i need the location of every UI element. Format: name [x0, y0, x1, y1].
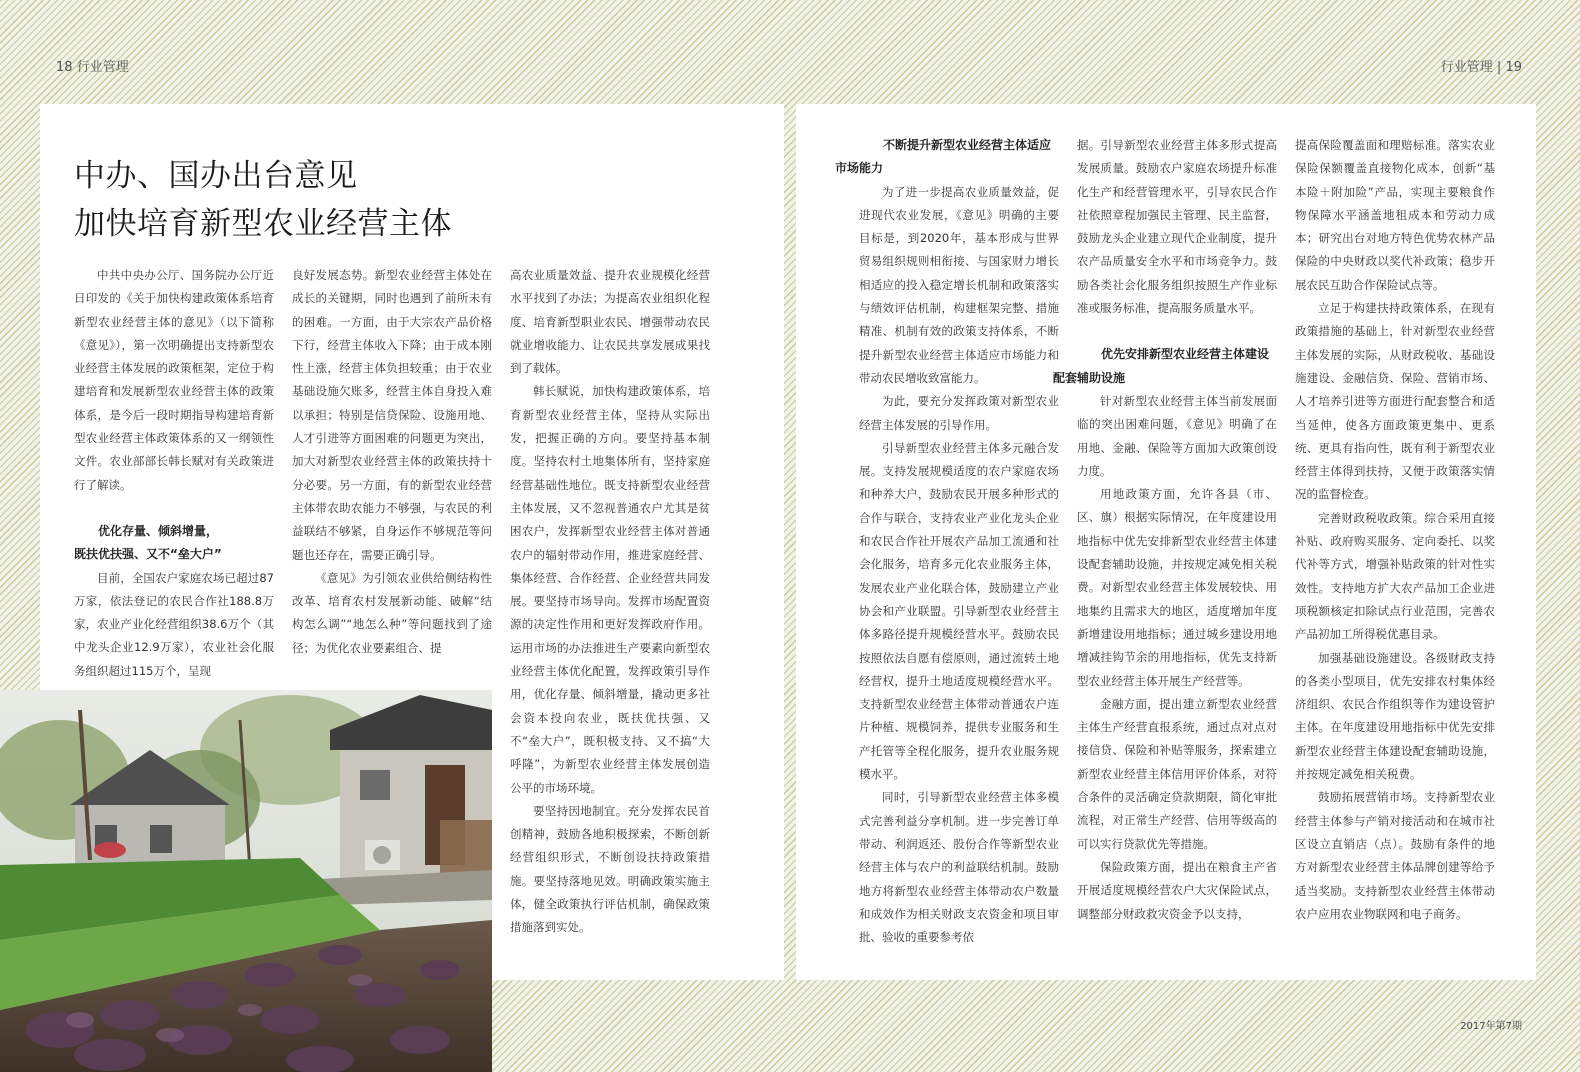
left-section-name: 行业管理	[76, 60, 129, 75]
paragraph: 鼓励拓展营销市场。支持新型农业经营主体参与产销对接活动和在城市社区设立直销店（点）。鼓励有条件的地方对新型农业经营主体品牌创建等给予适当奖励。支持新型农业经营主体带动农户应用农业物联网和电子商务。	[1295, 790, 1495, 921]
right-page-number: 19	[1505, 60, 1522, 75]
issue-footer: 2017年第7期	[1460, 1021, 1522, 1032]
text-column-5	[1053, 134, 1277, 926]
paragraph: 《意见》为引领农业供给侧结构性改革、培育农村发展新动能、破解“结构怎么调”“地怎么种”等问题找到了途径；为优化农业要素组合、提	[292, 570, 492, 655]
paragraph: 同时，引导新型农业经营主体多模式完善利益分享机制。进一步完善订单带动、利润返还、股份合作等新型农业经营主体与农户的利益联结机制。鼓励地方将新型农业经营主体带动农户数量和成效作为相关财政支农资金和项目审批、验收的重要参考依	[859, 790, 1059, 945]
running-header-right	[1441, 60, 1522, 76]
paragraph: 完善财政税收政策。综合采用直接补贴、政府购买服务、定向委托、以奖代补等方式，增强补贴政策的针对性实效性。支持地方扩大农产品加工企业进项税额核定扣除试点行业范围，完善农产品初加工所得税优惠目录。	[1295, 510, 1495, 642]
paragraph: 要坚持因地制宜。充分发挥农民首创精神，鼓励各地积极探索，不断创新经营组织形式，不断创设扶持政策措施。要坚持落地见效。明确政策实施主体，健全政策执行评估机制，确保政策措施落到实处。	[510, 803, 710, 935]
paragraph: 加强基础设施建设。各级财政支持的各类小型项目，优先安排农村集体经济组织、农民合作组织等作为建设管护主体。在年度建设用地指标中优先安排新型农业经营主体建设配套辅助设施，并按规定减免相关税费。	[1295, 650, 1495, 782]
paragraph: 提高保险覆盖面和理赔标准。落实农业保险保额覆盖直接物化成本，创新“基本险＋附加险”产品，实现主要粮食作物保障水平涵盖地租成本和劳动力成本；研究出台对地方特色优势农林产品保险的中央财政以奖代补政策；稳步开展农民互助合作保险试点等。	[1295, 138, 1495, 292]
paragraph: 保险政策方面，提出在粮食主产省开展适度规模经营农户大灾保险试点，调整部分财政救灾资金予以支持，	[1077, 859, 1277, 921]
paragraph: 立足于构建扶持政策体系，在现有政策措施的基础上，针对新型农业经营主体发展的实际，从财政税收、基础设施建设、金融信贷、保险、营销市场、人才培养引进等方面进行配套整合和适当延伸，使各方面政策更集中、更系统、更具有指向性，既有利于新型农业经营主体得到扶持，又便于政策落实情况的监督检查。	[1295, 301, 1495, 502]
paragraph: 中共中央办公厅、国务院办公厅近日印发的《关于加快构建政策体系培育新型农业经营主体的意见》（以下简称《意见》），第一次明确提出支持新型农业经营主体发展的政策框架，定位于构建培育和发展新型农业经营主体的政策体系，是今后一段时期指导构建培育新型农业经营主体政策体系的又一纲领性文件。农业部部长韩长赋对有关政策进行了解读。	[74, 268, 274, 492]
title-line-2: 加快培育新型农业经营主体	[74, 206, 452, 242]
paragraph: 用地政策方面，允许各县（市、区、旗）根据实际情况，在年度建设用地指标中优先安排新型农业经营主体建设配套辅助设施，并按规定减免相关税费。对新型农业经营主体发展较快、用地集约且需求大的地区，适度增加年度新增建设用地指标；通过城乡建设用地增减挂钩节余的用地指标，优先支持新型农业经营主体开展生产经营等。	[1077, 487, 1277, 688]
heading-line: 既扶优扶强、又不“垒大户”	[74, 547, 222, 562]
text-column-3	[510, 264, 710, 940]
section-heading	[1053, 343, 1277, 390]
heading-line: 市场能力	[835, 161, 884, 176]
right-section-name: 行业管理	[1440, 60, 1493, 75]
paragraph: 据。引导新型农业经营主体多形式提高发展质量。鼓励农户家庭农场提升标准化生产和经营管理水平，引导农民合作社依照章程加强民主管理、民主监督，鼓励龙头企业建立现代企业制度，提升农产品质量安全水平和市场竞争力。鼓励各类社会化服务组织按照生产作业标准或服务标准，提高服务质量水平。	[1077, 138, 1277, 316]
photo-illustration	[0, 690, 492, 1072]
article-title	[74, 152, 452, 248]
paragraph: 韩长赋说，加快构建政策体系，培育新型农业经营主体，坚持从实际出发，把握正确的方向。要坚持基本制度。坚持农村土地集体所有，坚持家庭经营基础性地位。既支持新型农业经营主体发展，又不忽视普通农户尤其是贫困农户，发挥新型农业经营主体对普通农户的辐射带动作用，推进家庭经营、集体经营、合作经营、企业经营共同发展。要坚持市场导向。发挥市场配置资源的决定性作用和更好发挥政府作用。运用市场的办法推进生产要素向新型农业经营主体优化配置，发挥政策引导作用，优化存量、倾斜增量，撬动更多社会资本投向农业，既扶优扶强、又不“垒大户”，既积极支持、又不搞“大呼隆”，为新型农业经营主体发展创造公平的市场环境。	[510, 384, 710, 795]
title-line-1: 中办、国办出台意见	[74, 158, 358, 194]
paragraph: 为此，要充分发挥政策对新型农业经营主体发展的引导作用。	[859, 394, 1059, 432]
heading-line: 配套辅助设施	[1053, 370, 1126, 385]
header-separator: |	[1496, 60, 1502, 75]
text-column-1	[74, 264, 274, 683]
running-header-left	[56, 60, 129, 76]
text-column-4	[835, 134, 1059, 949]
heading-line: 不断提升新型农业经营主体适应	[883, 138, 1052, 152]
section-heading	[835, 134, 1059, 181]
paragraph: 针对新型农业经营主体当前发展面临的突出困难问题，《意见》明确了在用地、金融、保险等方面加大政策创设力度。	[1077, 393, 1277, 478]
heading-line: 优先安排新型农业经营主体建设	[1101, 347, 1270, 362]
heading-line: 优化存量、倾斜增量，	[98, 523, 219, 538]
left-page-number: 18	[56, 60, 73, 75]
text-column-2	[292, 264, 492, 660]
text-column-6	[1295, 134, 1495, 926]
paragraph: 金融方面，提出建立新型农业经营主体生产经营直报系统，通过点对点对接信贷、保险和补贴等服务，探索建立新型农业经营主体信用评价体系，对符合条件的灵活确定贷款期限，简化审批流程，对正常生产经营、信用等级高的可以实行贷款优先等措施。	[1077, 696, 1277, 851]
paragraph: 目前，全国农户家庭农场已超过87万家，依法登记的农民合作社188.8万家，农业产业化经营组织38.6万个（其中龙头企业12.9万家），农业社会化服务组织超过115万个，呈现	[74, 570, 274, 678]
paragraph: 良好发展态势。新型农业经营主体处在成长的关键期，同时也遇到了前所未有的困难。一方面，由于大宗农产品价格下行，经营主体收入下降；由于成本刚性上涨，经营主体负担较重；由于农业基础设施欠账多，经营主体自身投入难以承担；特别是信贷保险、设施用地、人才引进等方面困难的问题更为突出，加大对新型农业经营主体的政策扶持十分必要。另一方面，有的新型农业经营主体带农助农能力不够强，与农民的利益联结不够紧，自身运作不够规范等问题也还存在，需要正确引导。	[292, 268, 492, 562]
section-heading	[74, 520, 274, 567]
paragraph: 为了进一步提高农业质量效益，促进现代农业发展，《意见》明确的主要目标是，到2020年，基本形成与世界贸易组织规则相衔接、与国家财力增长相适应的投入稳定增长机制和政策落实与绩效评估机制，构建框架完整、措施精准、机制有效的政策支持体系，不断提升新型农业经营主体适应市场能力和带动农民增收致富能力。	[859, 184, 1059, 385]
paragraph: 引导新型农业经营主体多元融合发展。支持发展规模适度的农户家庭农场和种养大户，鼓励农民开展多种形式的合作与联合，支持农业产业化龙头企业和农民合作社开展农产品加工流通和社会化服务，培育多元化农业服务主体，发展农业产业化联合体，鼓励建立产业协会和产业联盟。引导新型农业经营主体多路径提升规模经营水平。鼓励农民按照依法自愿有偿原则，通过流转土地经营权，提升土地适度规模经营水平。支持新型农业经营主体带动普通农户连片种植、规模饲养，提供专业服务和生产托管等全程化服务，提升农业服务规模水平。	[859, 440, 1059, 782]
village-garden-photo	[0, 690, 492, 1072]
paragraph: 高农业质量效益、提升农业规模化经营水平找到了办法；为提高农业组织化程度、培育新型职业农民、增强带动农民就业增收能力、让农民共享发展成果找到了载体。	[510, 268, 710, 376]
